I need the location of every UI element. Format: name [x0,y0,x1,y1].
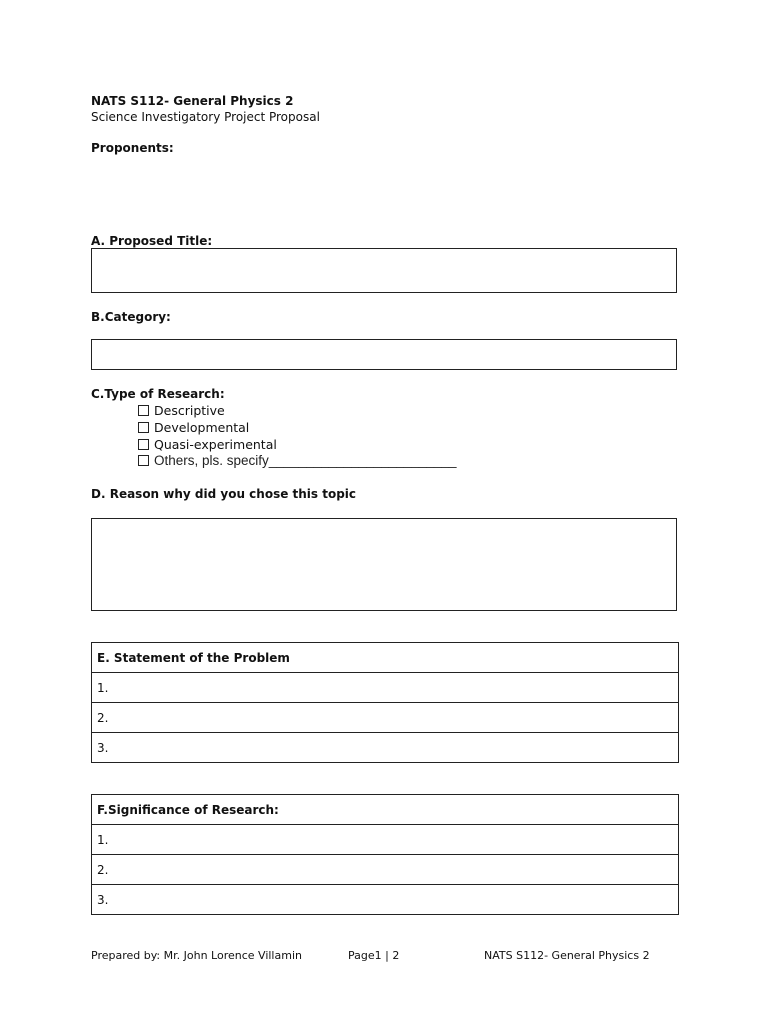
category-label: B.Category: [91,310,171,324]
option-descriptive[interactable]: Descriptive [138,403,225,418]
checkbox-icon[interactable] [138,422,149,433]
reason-field[interactable] [91,518,677,611]
checkbox-icon[interactable] [138,439,149,450]
problem-item-2[interactable]: 2. [92,703,679,733]
table-row[interactable] [92,703,679,733]
problem-statement-header: E. Statement of the Problem [92,643,679,673]
proposed-title-label: A. Proposed Title: [91,234,213,248]
significance-header: F.Significance of Research: [92,795,679,825]
table-row[interactable] [92,733,679,763]
significance-item-2[interactable]: 2. [92,855,679,885]
table-row[interactable] [92,885,679,915]
table-header-row [92,795,679,825]
significance-item-1[interactable]: 1. [92,825,679,855]
footer-page-number: Page1 | 2 [348,949,400,962]
significance-item-3[interactable]: 3. [92,885,679,915]
option-quasi-experimental[interactable]: Quasi-experimental [138,437,277,452]
proponents-label: Proponents: [91,141,174,155]
table-row[interactable] [92,825,679,855]
problem-statement-table [91,642,679,763]
footer-course: NATS S112- General Physics 2 [484,949,650,962]
research-type-label: C.Type of Research: [91,387,225,401]
reason-label: D. Reason why did you chose this topic [91,487,357,501]
footer-prepared-by: Prepared by: Mr. John Lorence Villamin [91,949,302,962]
significance-table [91,794,679,915]
table-row[interactable] [92,855,679,885]
checkbox-icon[interactable] [138,405,149,416]
document-subtitle: Science Investigatory Project Proposal [91,110,320,124]
course-title: NATS S112- General Physics 2 [91,94,294,108]
checkbox-icon[interactable] [138,455,149,466]
proposed-title-field[interactable] [91,248,677,293]
option-developmental[interactable]: Developmental [138,420,249,435]
problem-item-1[interactable]: 1. [92,673,679,703]
option-others[interactable]: Others, pls. specify_________________________ [138,453,457,468]
problem-item-3[interactable]: 3. [92,733,679,763]
category-field[interactable] [91,339,677,370]
table-header-row [92,643,679,673]
table-row[interactable] [92,673,679,703]
